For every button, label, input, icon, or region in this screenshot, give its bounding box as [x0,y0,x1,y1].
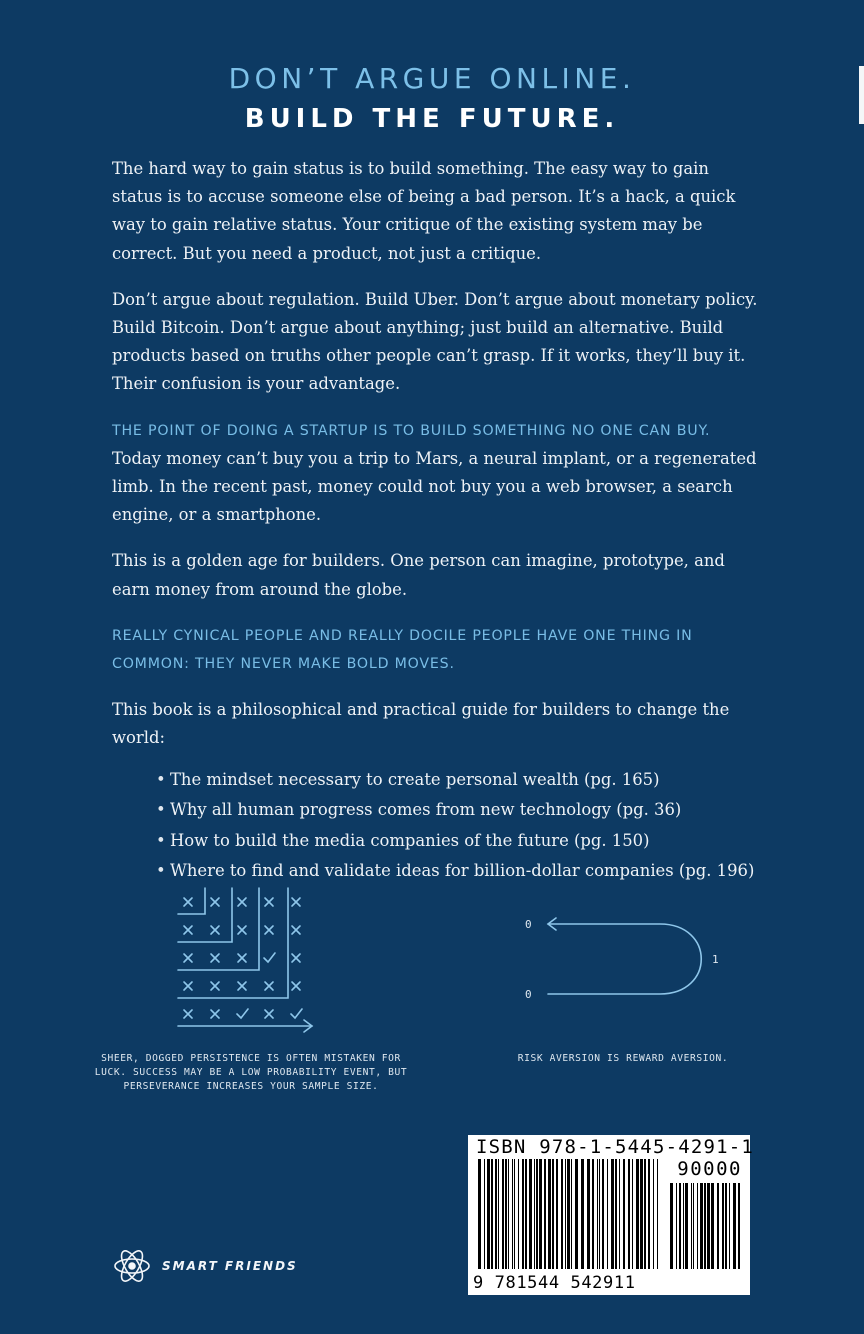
barcode-bar [676,1183,677,1269]
barcode-bar [529,1159,532,1269]
barcode-bar [587,1159,590,1269]
barcode-bar [518,1159,519,1269]
barcode-bar [602,1159,604,1269]
barcode-bar [487,1159,490,1269]
atom-logo-icon [112,1246,152,1286]
barcode-bar [484,1159,485,1269]
paragraph-3-text: Today money can’t buy you a trip to Mars, a neural implant, or a regenerated limb. In the recent past, money could not buy you a web browser, a search engine, or a smartphone. [112,448,757,525]
barcode-bar [725,1183,727,1269]
barcode-bar [700,1183,703,1269]
paragraph-1: The hard way to gain status is to build something. The easy way to gain status is to accuse someone else of being a bad person. It’s a hack, a quick way to gain relative status. Your critique of the existing system may be correct. But you need a product, not just a critique. [112,159,736,263]
barcode-bar [495,1159,497,1269]
barcode-bar [525,1159,527,1269]
barcode-bar [693,1183,694,1269]
barcode-bar [536,1159,538,1269]
feature-list [156,765,758,887]
grid-check-mark [264,953,275,962]
grid-x-mark [292,954,300,962]
barcode-bar [556,1159,558,1269]
barcode-addon-bars [670,1183,740,1269]
grid-x-mark [292,982,300,990]
grid-x-mark [211,898,219,906]
barcode-bar [619,1159,620,1269]
grid-x-mark [184,926,192,934]
loop-label-top: 0 [525,918,532,931]
barcode-bar [648,1159,650,1269]
grid-marks [184,898,302,1018]
price-code: 90000 [677,1158,742,1180]
barcode-bar [615,1159,617,1269]
barcode-bar [534,1159,535,1269]
barcode-bar [623,1159,625,1269]
barcode-bar [561,1159,563,1269]
grid-x-mark [211,926,219,934]
barcode-bar [632,1159,633,1269]
barcode-bar [514,1159,515,1269]
paragraph-6: This book is a philosophical and practical guide for builders to change the world: [112,700,730,748]
grid-check-mark [291,1009,302,1018]
persistence-grid-illustration [170,884,320,1036]
barcode-bar [704,1183,706,1269]
risk-loop-illustration [510,908,750,1008]
grid-x-mark [265,1010,273,1018]
barcode-bar [640,1159,643,1269]
barcode-bar [567,1159,570,1269]
barcode-bar [581,1159,584,1269]
headline-line-1: DON’T ARGUE ONLINE. [228,62,636,95]
pull-quote: REALLY CYNICAL PEOPLE AND REALLY DOCILE PEOPLE HAVE ONE THING IN COMMON: THEY NEVER MAKE BOLD MOVES. [112,627,693,673]
barcode-bar [597,1159,598,1269]
grid-x-mark [265,982,273,990]
grid-x-mark [265,926,273,934]
list-item: • How to build the media companies of the future (pg. 150) [156,826,758,857]
grid-x-mark [238,898,246,906]
barcode-bar [738,1183,740,1269]
barcode-bar [653,1159,654,1269]
loop-caption: RISK AVERSION IS REWARD AVERSION. [517,1053,729,1064]
grid-x-mark [184,1010,192,1018]
barcode-bar [717,1183,719,1269]
paragraph-3 [112,417,758,530]
grid-x-mark [238,982,246,990]
barcode-bar [722,1183,724,1269]
barcode-bar [505,1159,507,1269]
grid-x-mark [184,982,192,990]
barcode-bar [733,1183,736,1269]
barcode-bar [729,1183,730,1269]
grid-x-mark [292,926,300,934]
loop-curve [548,924,701,994]
barcode-main-bars [478,1159,658,1269]
grid-x-mark [184,954,192,962]
paragraph-2: Don’t argue about regulation. Build Uber. Don’t argue about monetary policy. Build Bitcoin. Don’t argue about anything; just build an alternative. Build products based on truths other people can’t grasp. If it works, they’ll buy it. Their confusion is your advantage. [112,289,758,394]
barcode-bar [628,1159,630,1269]
barcode-bar [685,1183,688,1269]
blurb [112,155,758,887]
grid-x-mark [211,954,219,962]
barcode-bar [478,1159,481,1269]
barcode-bar [565,1159,566,1269]
list-item: • The mindset necessary to create personal wealth (pg. 165) [156,765,758,796]
headline [0,60,864,138]
grid-x-mark [238,926,246,934]
paragraph-3-lead: THE POINT OF DOING A STARTUP IS TO BUILD SOMETHING NO ONE CAN BUY. [112,422,711,439]
grid-x-mark [265,898,273,906]
barcode-bar [707,1183,710,1269]
barcode-bar [611,1159,614,1269]
isbn-barcode [468,1135,755,1295]
isbn-label: ISBN 978-1-5445-4291-1 [476,1136,755,1158]
publisher-brand [112,1246,298,1286]
barcode-bar [544,1159,546,1269]
barcode-bar [575,1159,578,1269]
barcode-bar [670,1183,673,1269]
grid-arrow [178,1020,312,1032]
paragraph-4: This is a golden age for builders. One person can imagine, prototype, and earn money from around the globe. [112,551,725,599]
barcode-bar [607,1159,608,1269]
barcode-bar [491,1159,493,1269]
barcode-bar [636,1159,639,1269]
barcode-bar [548,1159,551,1269]
barcode-bar [512,1159,513,1269]
loop-label-bottom: 0 [525,988,532,1001]
barcode-bar [571,1159,572,1269]
barcode-bar [697,1183,698,1269]
barcode-bar [679,1183,681,1269]
barcode-bar [592,1159,594,1269]
grid-check-mark [237,1009,248,1018]
barcode-bar [657,1159,658,1269]
list-item: • Why all human progress comes from new technology (pg. 36) [156,795,758,826]
barcode-bar [539,1159,542,1269]
grid-x-mark [211,1010,219,1018]
grid-caption: SHEER, DOGGED PERSISTENCE IS OFTEN MISTAKEN FOR LUCK. SUCCESS MAY BE A LOW PROBABILITY EVENT, BUT PERSEVERANCE INCREASES YOUR SAMPLE SIZE. [94,1053,408,1092]
grid-x-mark [238,954,246,962]
barcode-bars [474,1159,744,1275]
grid-x-mark [184,898,192,906]
isbn-digits: 9 781544 542911 [473,1273,636,1293]
barcode-bar [683,1183,684,1269]
barcode-bar [508,1159,509,1269]
barcode-bar [599,1159,600,1269]
grid-x-mark [211,982,219,990]
barcode-bar [502,1159,504,1269]
barcode-bar [552,1159,554,1269]
headline-line-2: BUILD THE FUTURE. [244,104,620,134]
barcode-bar [522,1159,524,1269]
list-item: • Where to find and validate ideas for billion-dollar companies (pg. 196) [156,856,758,887]
barcode-bar [498,1159,499,1269]
barcode-bar [691,1183,692,1269]
publisher-name: SMART FRIENDS [162,1259,298,1273]
loop-label-right: 1 [712,953,719,966]
barcode-bar [644,1159,646,1269]
grid-x-mark [292,898,300,906]
barcode-bar [711,1183,714,1269]
